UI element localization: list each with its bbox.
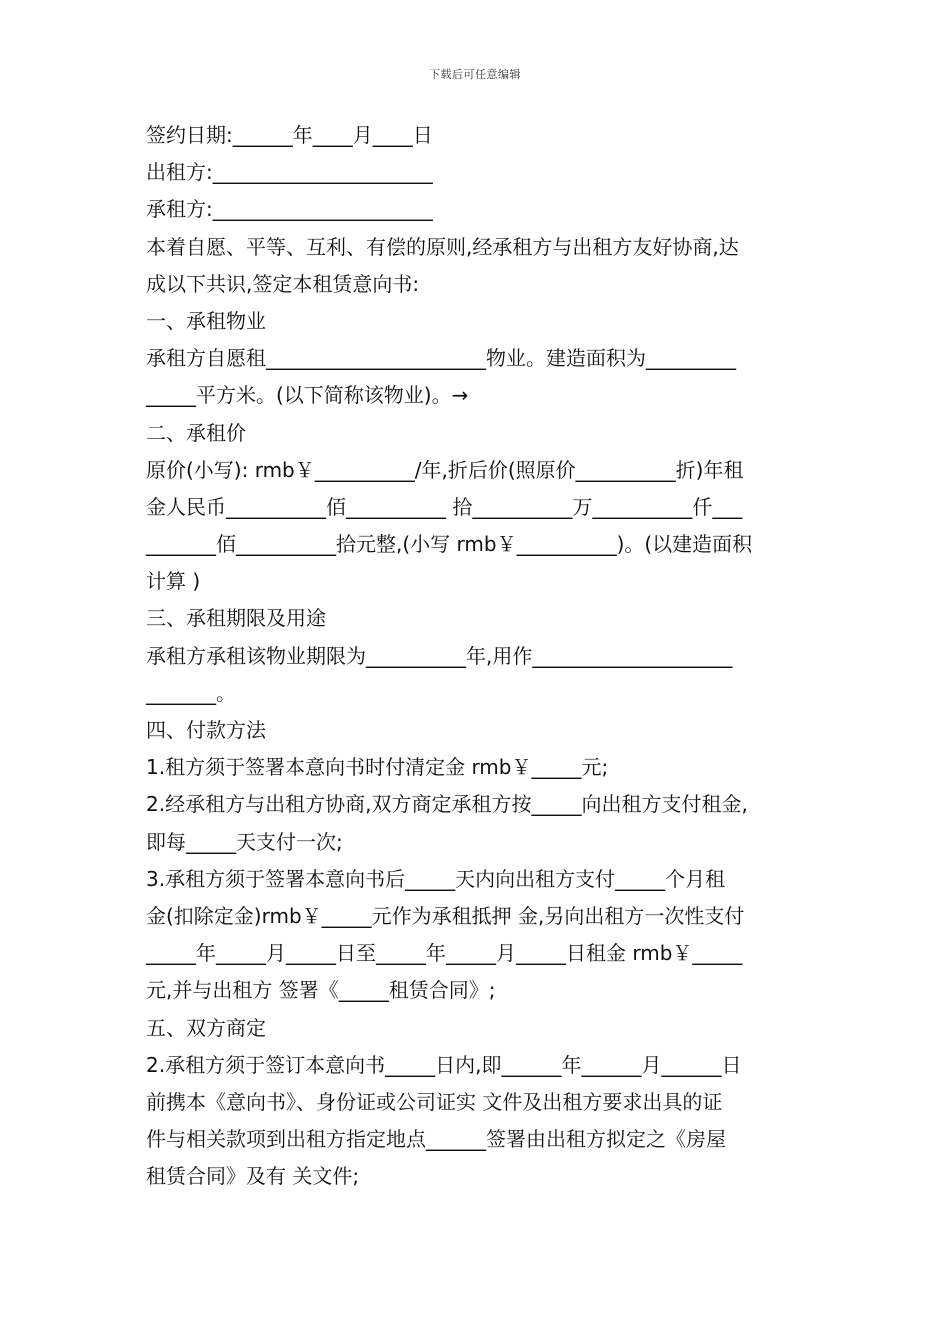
document-line: 五、双方商定 [146, 1015, 266, 1040]
document-line: _____平方米。(以下简称该物业)。→ [146, 383, 469, 408]
page-header-note: 下载后可任意编辑 [429, 68, 521, 81]
document-line: 一、承租物业 [146, 308, 266, 333]
document-line: 成以下共识,签定本租赁意向书: [146, 271, 420, 296]
document-line: 原价(小写): rmb￥__________/年,折后价(照原价__________折)年租 [146, 457, 744, 482]
document-line: 1.租方须于签署本意向书时付清定金 rmb￥_____元; [146, 755, 609, 780]
document-line: 租赁合同》及有 关文件; [146, 1164, 360, 1189]
document-line: 二、承租价 [146, 420, 246, 445]
document-line: 金(扣除定金)rmb￥_____元作为承租抵押 金,另向出租方一次性支付 [146, 903, 745, 928]
document-line: _____年_____月_____日至_____年_____月_____日租金 rmb￥_____ [146, 941, 743, 966]
document-line: 2.经承租方与出租方协商,双方商定承租方按_____向出租方支付租金, [146, 792, 748, 817]
document-line: 2.承租方须于签订本意向书_____日内,即______年______月______日 [146, 1052, 742, 1077]
document-line: 计算 ) [146, 569, 201, 594]
document-line: 即每_____天支付一次; [146, 829, 343, 854]
document-line: 承租方:______________________ [146, 197, 433, 222]
document-line: _______佰__________拾元整,(小写 rmb￥__________)。(以建造面积 [146, 532, 753, 557]
document-line: 件与相关款项到出租方指定地点______签署由出租方拟定之《房屋 [146, 1127, 726, 1152]
document-line: 出租方:______________________ [146, 160, 433, 185]
document-body [146, 117, 814, 1195]
document-line: 三、承租期限及用途 [146, 606, 326, 631]
document-line: 元,并与出租方 签署《_____租赁合同》; [146, 978, 496, 1003]
document-line: _______。 [146, 680, 236, 705]
document-line: 承租方承租该物业期限为__________年,用作____________________ [146, 643, 733, 668]
document-line: 3.承租方须于签署本意向书后_____天内向出租方支付_____个月租 [146, 866, 726, 891]
document-line: 承租方自愿租______________________物业。建造面积为_________ [146, 346, 736, 371]
document-line: 前携本《意向书》、身份证或公司证实 文件及出租方要求出具的证 [146, 1089, 723, 1114]
document-line: 本着自愿、平等、互利、有偿的原则,经承租方与出租方友好协商,达 [146, 234, 739, 259]
document-line: 金人民币__________佰__________ 拾__________万__________仟___ [146, 494, 743, 519]
document-line: 签约日期:______年____月____日 [146, 123, 433, 147]
document-line: 四、付款方法 [146, 718, 266, 742]
